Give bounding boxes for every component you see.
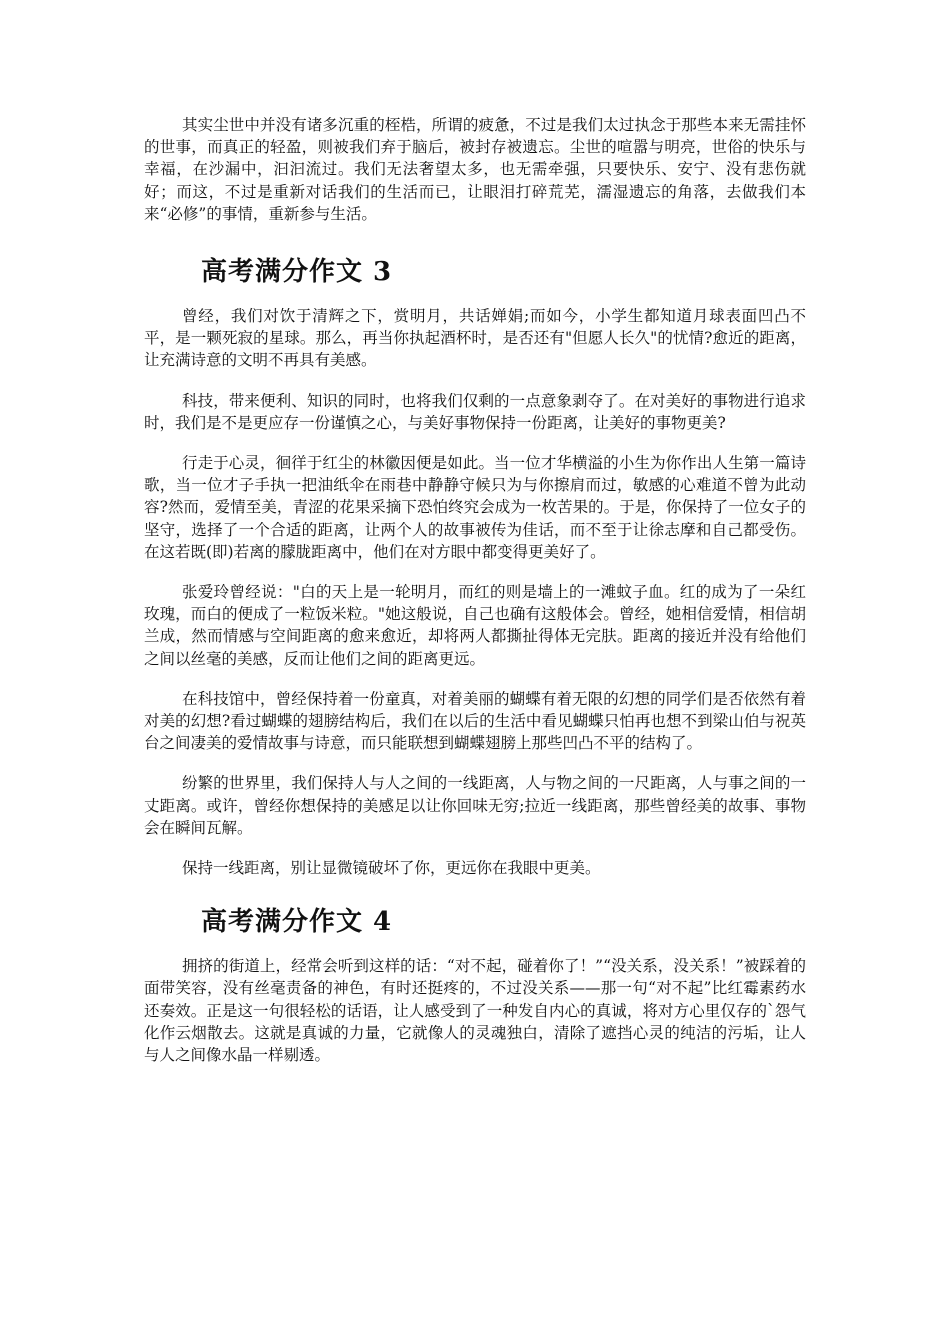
section-3-paragraph-4: 张爱玲曾经说："白的天上是一轮明月，而红的则是墙上的一滩蚊子血。红的成为了一朵红玫瑰，而白的便成了一粒饭米粒。"她这般说，自己也确有这般体会。曾经，她相信爱情，相信胡兰成，然而情感与空间距离的愈来愈近，却将两人都撕扯得体无完肤。距离的接近并没有给他们之间以丝毫的美感，反而让他们之间的距离更远。 [144,583,806,668]
intro-paragraph: 其实尘世中并没有诸多沉重的桎梏，所谓的疲惫，不过是我们太过执念于那些本来无需挂怀的世事，而真正的轻盈，则被我们弃于脑后，被封存被遗忘。尘世的喧嚣与明亮，世俗的快乐与幸福，在沙漏中，汩汩流过。我们无法奢望太多，也无需牵强，只要快乐、安宁、没有悲伤就好；而这，不过是重新对话我们的生活而已，让眼泪打碎荒芜，濡湿遗忘的角落，去做我们本来“必修”的事情，重新参与生活。 [144,116,806,223]
spacer [144,289,806,305]
spacer [144,754,806,772]
spacer [144,563,806,581]
section-4-title: 高考满分作文 4 [201,907,393,938]
spacer [144,372,806,390]
section-3-paragraph-6: 纷繁的世界里，我们保持人与人之间的一线距离，人与物之间的一尺距离，人与事之间的一丈距离。或许，曾经你想保持的美感足以让你回味无穷;拉近一线距离，那些曾经美的故事、事物会在瞬间瓦解。 [144,774,806,837]
section-3-paragraph-2: 科技，带来便利、知识的同时，也将我们仅剩的一点意象剥夺了。在对美好的事物进行追求时，我们是不是更应存一份谨慎之心，与美好事物保持一份距离，让美好的事物更美? [144,391,806,432]
spacer [144,839,806,857]
spacer [144,879,806,905]
section-3-paragraph-1: 曾经，我们对饮于清辉之下，赏明月，共话婵娟;而如今，小学生都知道月球表面凹凸不平，是一颗死寂的星球。那么，再当你执起酒杯时，是否还有"但愿人长久"的忧情?愈近的距离，让充满诗意的文明不再具有美感。 [144,307,806,370]
spacer [144,434,806,452]
document-page [144,114,806,1066]
spacer [144,225,806,255]
spacer [144,670,806,688]
section-3-paragraph-7: 保持一线距离，别让显微镜破坏了你，更远你在我眼中更美。 [182,859,601,878]
section-3-paragraph-3: 行走于心灵，徊徉于红尘的林徽因便是如此。当一位才华横溢的小生为你作出人生第一篇诗歌，当一位才子手执一把油纸伞在雨巷中静静守候只为与你擦肩而过，敏感的心难道不曾为此动容?然而，爱情至美，青涩的花果采摘下恐怕终究会成为一枚苦果的。于是，你保持了一位女子的坚守，选择了一个合适的距离，让两个人的故事被传为佳话，而不至于让徐志摩和自己都受伤。在这若既(即)若离的朦胧距离中，他们在对方眼中都变得更美好了。 [144,454,806,561]
section-3-title: 高考满分作文 3 [201,257,393,288]
section-4-paragraph-1: 拥挤的街道上，经常会听到这样的话：“对不起，碰着你了！”“没关系，没关系！”被踩着的面带笑容，没有丝毫责备的神色，有时还挺疼的，不过没关系——那一句“对不起”比红霉素药水还奏效。正是这一句很轻松的话语，让人感受到了一种发自内心的真诚，将对方心里仅存的`怨气化作云烟散去。这就是真诚的力量，它就像人的灵魂独白，清除了遮挡心灵的纯洁的污垢，让人与人之间像水晶一样剔透。 [144,957,806,1065]
section-3-paragraph-5: 在科技馆中，曾经保持着一份童真，对着美丽的蝴蝶有着无限的幻想的同学们是否依然有着对美的幻想?看过蝴蝶的翅膀结构后，我们在以后的生活中看见蝴蝶只怕再也想不到梁山伯与祝英台之间凄美的爱情故事与诗意，而只能联想到蝴蝶翅膀上那些凹凸不平的结构了。 [144,689,806,753]
spacer [144,939,806,955]
